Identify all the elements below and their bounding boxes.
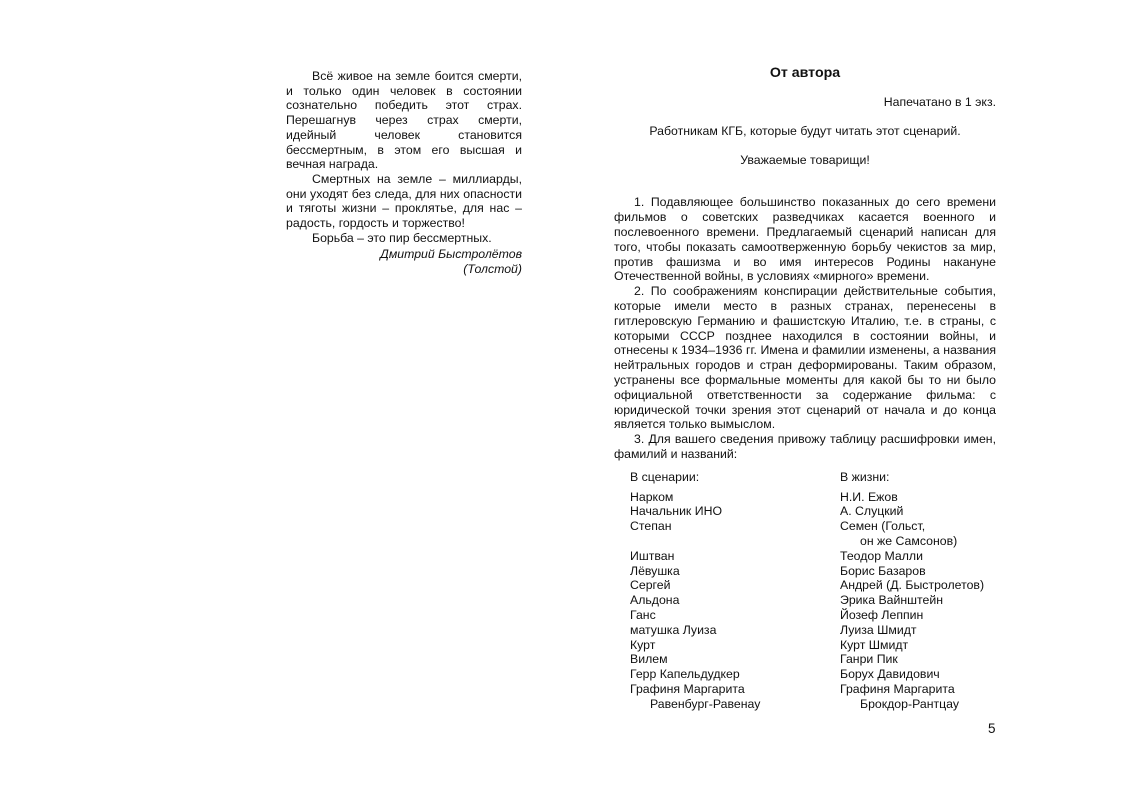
script-name-cell — [630, 623, 840, 638]
script-name-cell — [630, 608, 840, 623]
table-row — [630, 504, 1000, 519]
epigraph-author: Дмитрий Быстролётов — [380, 247, 522, 262]
table-row — [630, 578, 1000, 593]
script-name: матушка Луиза — [630, 622, 717, 637]
addressee: Работникам КГБ, которые будут читать этот сценарий. — [649, 123, 961, 138]
real-name: Борис Базаров — [840, 563, 926, 578]
script-name: Ганс — [630, 607, 656, 622]
script-name-cell — [630, 578, 840, 593]
epigraph-author-pseudonym: (Толстой) — [463, 262, 522, 277]
real-name-cell — [840, 519, 1000, 549]
script-name: Герр Капельдудкер — [630, 667, 740, 682]
right-page — [566, 0, 1132, 800]
real-name-cell — [840, 549, 1000, 564]
real-name-cell — [840, 623, 1000, 638]
real-name-cell — [840, 490, 1000, 505]
script-name: Вилем — [630, 652, 668, 667]
real-name: Йозеф Леппин — [840, 607, 924, 622]
script-name-cell — [630, 519, 840, 549]
epigraph-signature — [286, 247, 522, 276]
script-name: Степан — [630, 519, 672, 534]
script-name: Иштван — [630, 548, 675, 563]
script-name-cell — [630, 638, 840, 653]
script-name: Курт — [630, 637, 656, 652]
real-name-cell — [840, 593, 1000, 608]
table-row — [630, 652, 1000, 667]
table-row — [630, 519, 1000, 549]
table-row — [630, 682, 1000, 712]
script-name-cell — [630, 652, 840, 667]
table-row — [630, 608, 1000, 623]
real-name-cell — [840, 608, 1000, 623]
real-name-cell — [840, 682, 1000, 712]
script-name-cell — [630, 564, 840, 579]
table-row — [630, 667, 1000, 682]
epigraph-paragraph-2: Смертных на земле – миллиарды, они уходят без следа, для них опасности и тяготы жизни – проклятье, для нас – радость, гордость и торжество! — [286, 171, 522, 231]
real-name-cell — [840, 504, 1000, 519]
real-name-continuation: он же Самсонов) — [860, 533, 958, 548]
real-name: Ганри Пик — [840, 652, 898, 667]
epigraph-paragraph-3: Борьба – это пир бессмертных. — [312, 230, 492, 245]
script-name-cell — [630, 667, 840, 682]
real-name: Луиза Шмидт — [840, 622, 917, 637]
script-name-cell — [630, 549, 840, 564]
table-row — [630, 638, 1000, 653]
script-name-cell — [630, 504, 840, 519]
header-life: В жизни: — [840, 469, 890, 484]
spacer — [614, 181, 996, 195]
real-name-cell — [840, 667, 1000, 682]
real-name: Эрика Вайнштейн — [840, 593, 944, 608]
script-name: Нарком — [630, 489, 674, 504]
real-name: Курт Шмидт — [840, 637, 909, 652]
real-name: Теодор Малли — [840, 548, 923, 563]
real-name-cell — [840, 638, 1000, 653]
foreword-paragraph-3: 3. Для вашего сведения привожу таблицу расшифровки имен, фамилий и названий: — [614, 432, 996, 461]
script-name-cell — [630, 593, 840, 608]
foreword-title: От автора — [769, 65, 841, 81]
foreword-paragraph-1: 1. Подавляющее большинство показанных до сего времени фильмов о советских разведчиках касается военного и послевоенного времени. Предлагаемый сценарий написан для того, чтобы показать самоотверженную борьбу чекистов за мир, против фашизма и во имя интересов Родины накануне Отечественной войны, в условиях «мирного» времени. — [614, 195, 996, 284]
script-name: Начальник ИНО — [630, 504, 723, 519]
real-name-cell — [840, 652, 1000, 667]
names-table-header — [630, 470, 1000, 485]
greeting: Уважаемые товарищи! — [740, 152, 870, 167]
table-row — [630, 564, 1000, 579]
script-name: Лёвушка — [630, 563, 680, 578]
page-number: 5 — [988, 721, 996, 736]
real-name-cell — [840, 578, 1000, 593]
header-script: В сценарии: — [630, 469, 700, 484]
real-name-cell — [840, 564, 1000, 579]
epigraph-paragraph-1: Всё живое на земле боится смерти, и только один человек в состоянии сознательно победить этот страх. Перешагнув через страх смерти, идейный человек становится бессмертным, в этом его высшая и вечная награда. — [286, 69, 522, 172]
real-name: Андрей (Д. Быстролетов) — [840, 578, 985, 593]
table-row — [630, 490, 1000, 505]
script-name: Сергей — [630, 578, 671, 593]
print-note: Напечатано в 1 экз. — [883, 95, 996, 109]
real-name: Борух Давидович — [840, 667, 940, 682]
real-name: Графиня Маргарита — [840, 681, 955, 696]
script-name-continuation: Равенбург-Равенау — [650, 696, 761, 711]
names-table — [630, 470, 1000, 712]
foreword — [614, 64, 996, 711]
real-name: А. Слуцкий — [840, 504, 904, 519]
real-name: Н.И. Ежов — [840, 489, 898, 504]
script-name: Альдона — [630, 593, 680, 608]
names-table-body — [630, 490, 1000, 712]
script-name-cell — [630, 682, 840, 712]
script-name-cell — [630, 490, 840, 505]
table-row — [630, 623, 1000, 638]
table-row — [630, 593, 1000, 608]
foreword-paragraph-2: 2. По соображениям конспирации действительные события, которые имели место в разных странах, перенесены в гитлеровскую Германию и фашистскую Италию, т.е. в страны, с которыми СССР позднее находился в состоянии войны, и отнесены к 1934–1936 гг. Имена и фамилии изменены, а названия нейтральных городов и стран деформированы. Таким образом, устранены все формальные моменты для какой бы то ни было официальной ответственности за содержание фильма: с юридической точки зрения этот сценарий от начала и до конца является только вымыслом. — [614, 284, 996, 432]
script-name: Графиня Маргарита — [630, 681, 745, 696]
epigraph — [286, 69, 522, 277]
real-name-continuation: Брокдор-Рантцау — [860, 696, 960, 711]
table-row — [630, 549, 1000, 564]
real-name: Семен (Гольст, — [840, 519, 926, 534]
